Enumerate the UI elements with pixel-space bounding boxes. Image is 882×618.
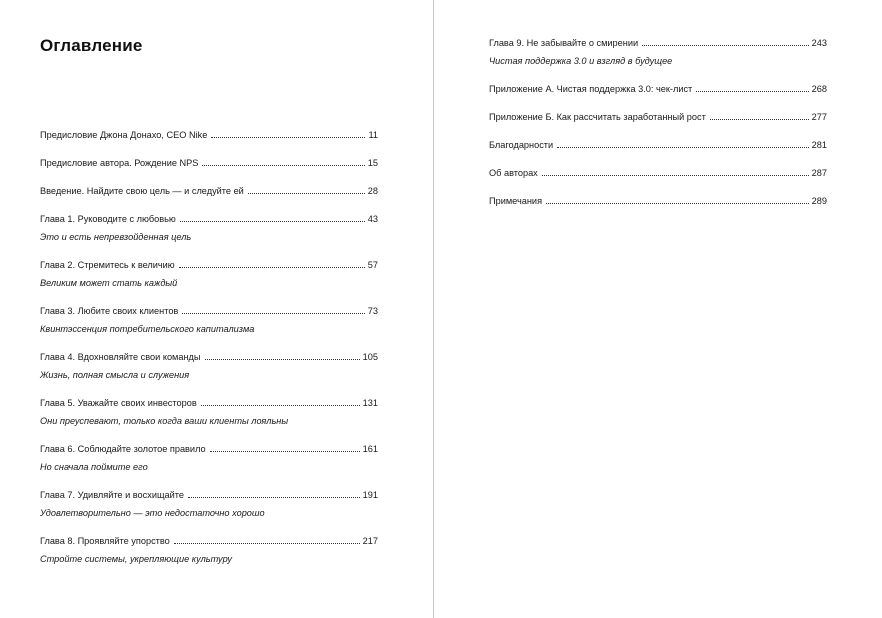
- toc-entry-page-number: 243: [811, 38, 827, 48]
- toc-entry-subtitle: Квинтэссенция потребительского капитализма: [40, 324, 255, 334]
- toc-entry-title: Глава 5. Уважайте своих инвесторов: [40, 398, 197, 408]
- dot-leader: [179, 267, 365, 268]
- toc-entry-page-number: 277: [811, 112, 827, 122]
- dot-leader: [210, 451, 360, 452]
- toc-entry: [40, 259, 378, 289]
- toc-entry-row: [40, 129, 378, 141]
- toc-entry-title: Глава 2. Стремитесь к величию: [40, 260, 175, 270]
- toc-entry-subtitle: Жизнь, полная смысла и служения: [40, 370, 190, 380]
- toc-right-column: [489, 37, 827, 223]
- dot-leader: [642, 45, 809, 46]
- toc-entry-title: Глава 3. Любите своих клиентов: [40, 306, 179, 316]
- page-gutter: [433, 0, 434, 618]
- toc-entry-title: Глава 7. Удивляйте и восхищайте: [40, 490, 185, 500]
- toc-entry: [489, 195, 827, 207]
- toc-entry-page-number: 131: [362, 398, 378, 408]
- toc-entry-title: Глава 9. Не забывайте о смирении: [489, 38, 639, 48]
- toc-entry: [40, 489, 378, 519]
- toc-entry: [40, 397, 378, 427]
- toc-entry-title: Предисловие Джона Донахо, CEO Nike: [40, 130, 208, 140]
- dot-leader: [557, 147, 809, 148]
- toc-entry: [40, 351, 378, 381]
- toc-entry-row: [40, 259, 378, 271]
- toc-entry: [40, 443, 378, 473]
- toc-entry-page-number: 43: [367, 214, 378, 224]
- toc-entry-page-number: 287: [811, 168, 827, 178]
- toc-entry-title: Об авторах: [489, 168, 538, 178]
- toc-entry-page-number: 281: [811, 140, 827, 150]
- dot-leader: [546, 203, 809, 204]
- toc-entry: [40, 213, 378, 243]
- toc-entry-page-number: 73: [367, 306, 378, 316]
- toc-entry: [489, 83, 827, 95]
- toc-entry-row: [40, 213, 378, 225]
- toc-entry-row: [40, 351, 378, 363]
- dot-leader: [174, 543, 360, 544]
- toc-entry: [40, 129, 378, 141]
- toc-entry-row: [40, 157, 378, 169]
- toc-entry-page-number: 105: [362, 352, 378, 362]
- toc-entry: [40, 157, 378, 169]
- toc-entry-row: [40, 489, 378, 501]
- toc-entry-title: Введение. Найдите свою цель — и следуйте ей: [40, 186, 244, 196]
- toc-entry-subtitle: Но сначала поймите его: [40, 462, 148, 472]
- toc-entry: [40, 535, 378, 565]
- toc-entry: [489, 111, 827, 123]
- toc-entry-row: [40, 305, 378, 317]
- dot-leader: [202, 165, 364, 166]
- toc-entry-subtitle: Чистая поддержка 3.0 и взгляд в будущее: [489, 56, 673, 66]
- toc-entry-row: [489, 139, 827, 151]
- toc-entry: [489, 139, 827, 151]
- page-title: Оглавление: [40, 36, 143, 55]
- dot-leader: [188, 497, 360, 498]
- toc-entry-row: [40, 535, 378, 547]
- toc-entry: [489, 37, 827, 67]
- toc-entry-page-number: 57: [367, 260, 378, 270]
- dot-leader: [205, 359, 360, 360]
- dot-leader: [211, 137, 365, 138]
- toc-entry-page-number: 217: [362, 536, 378, 546]
- toc-entry-page-number: 15: [367, 158, 378, 168]
- toc-entry-title: Благодарности: [489, 140, 554, 150]
- toc-entry: [40, 185, 378, 197]
- toc-entry-subtitle: Удовлетворительно — это недостаточно хорошо: [40, 508, 265, 518]
- dot-leader: [696, 91, 808, 92]
- dot-leader: [182, 313, 364, 314]
- dot-leader: [542, 175, 809, 176]
- toc-entry-page-number: 191: [362, 490, 378, 500]
- dot-leader: [248, 193, 365, 194]
- toc-entry-row: [489, 167, 827, 179]
- toc-entry-row: [40, 443, 378, 455]
- dot-leader: [180, 221, 365, 222]
- toc-entry-row: [489, 195, 827, 207]
- toc-entry-title: Глава 6. Соблюдайте золотое правило: [40, 444, 206, 454]
- toc-entry-page-number: 11: [368, 130, 378, 140]
- toc-entry-page-number: 268: [811, 84, 827, 94]
- toc-entry-row: [40, 397, 378, 409]
- toc-entry-subtitle: Они преуспевают, только когда ваши клиенты лояльны: [40, 416, 289, 426]
- toc-entry-title: Глава 8. Проявляйте упорство: [40, 536, 170, 546]
- toc-entry-row: [489, 37, 827, 49]
- toc-entry-subtitle: Это и есть непревзойденная цель: [40, 232, 192, 242]
- toc-entry-title: Примечания: [489, 196, 543, 206]
- toc-entry-title: Предисловие автора. Рождение NPS: [40, 158, 199, 168]
- toc-entry-title: Глава 1. Руководите с любовью: [40, 214, 176, 224]
- toc-entry: [40, 305, 378, 335]
- toc-entry-title: Приложение Б. Как рассчитать заработанный рост: [489, 112, 706, 122]
- dot-leader: [201, 405, 360, 406]
- toc-entry-row: [489, 111, 827, 123]
- toc-entry-row: [40, 185, 378, 197]
- toc-left-column: [40, 129, 378, 581]
- toc-entry-subtitle: Стройте системы, укрепляющие культуру: [40, 554, 233, 564]
- toc-entry-row: [489, 83, 827, 95]
- dot-leader: [710, 119, 809, 120]
- toc-entry-subtitle: Великим может стать каждый: [40, 278, 178, 288]
- toc-entry: [489, 167, 827, 179]
- toc-entry-page-number: 289: [811, 196, 827, 206]
- toc-entry-title: Глава 4. Вдохновляйте свои команды: [40, 352, 201, 362]
- toc-entry-title: Приложение А. Чистая поддержка 3.0: чек-лист: [489, 84, 693, 94]
- toc-entry-page-number: 28: [367, 186, 378, 196]
- toc-entry-page-number: 161: [362, 444, 378, 454]
